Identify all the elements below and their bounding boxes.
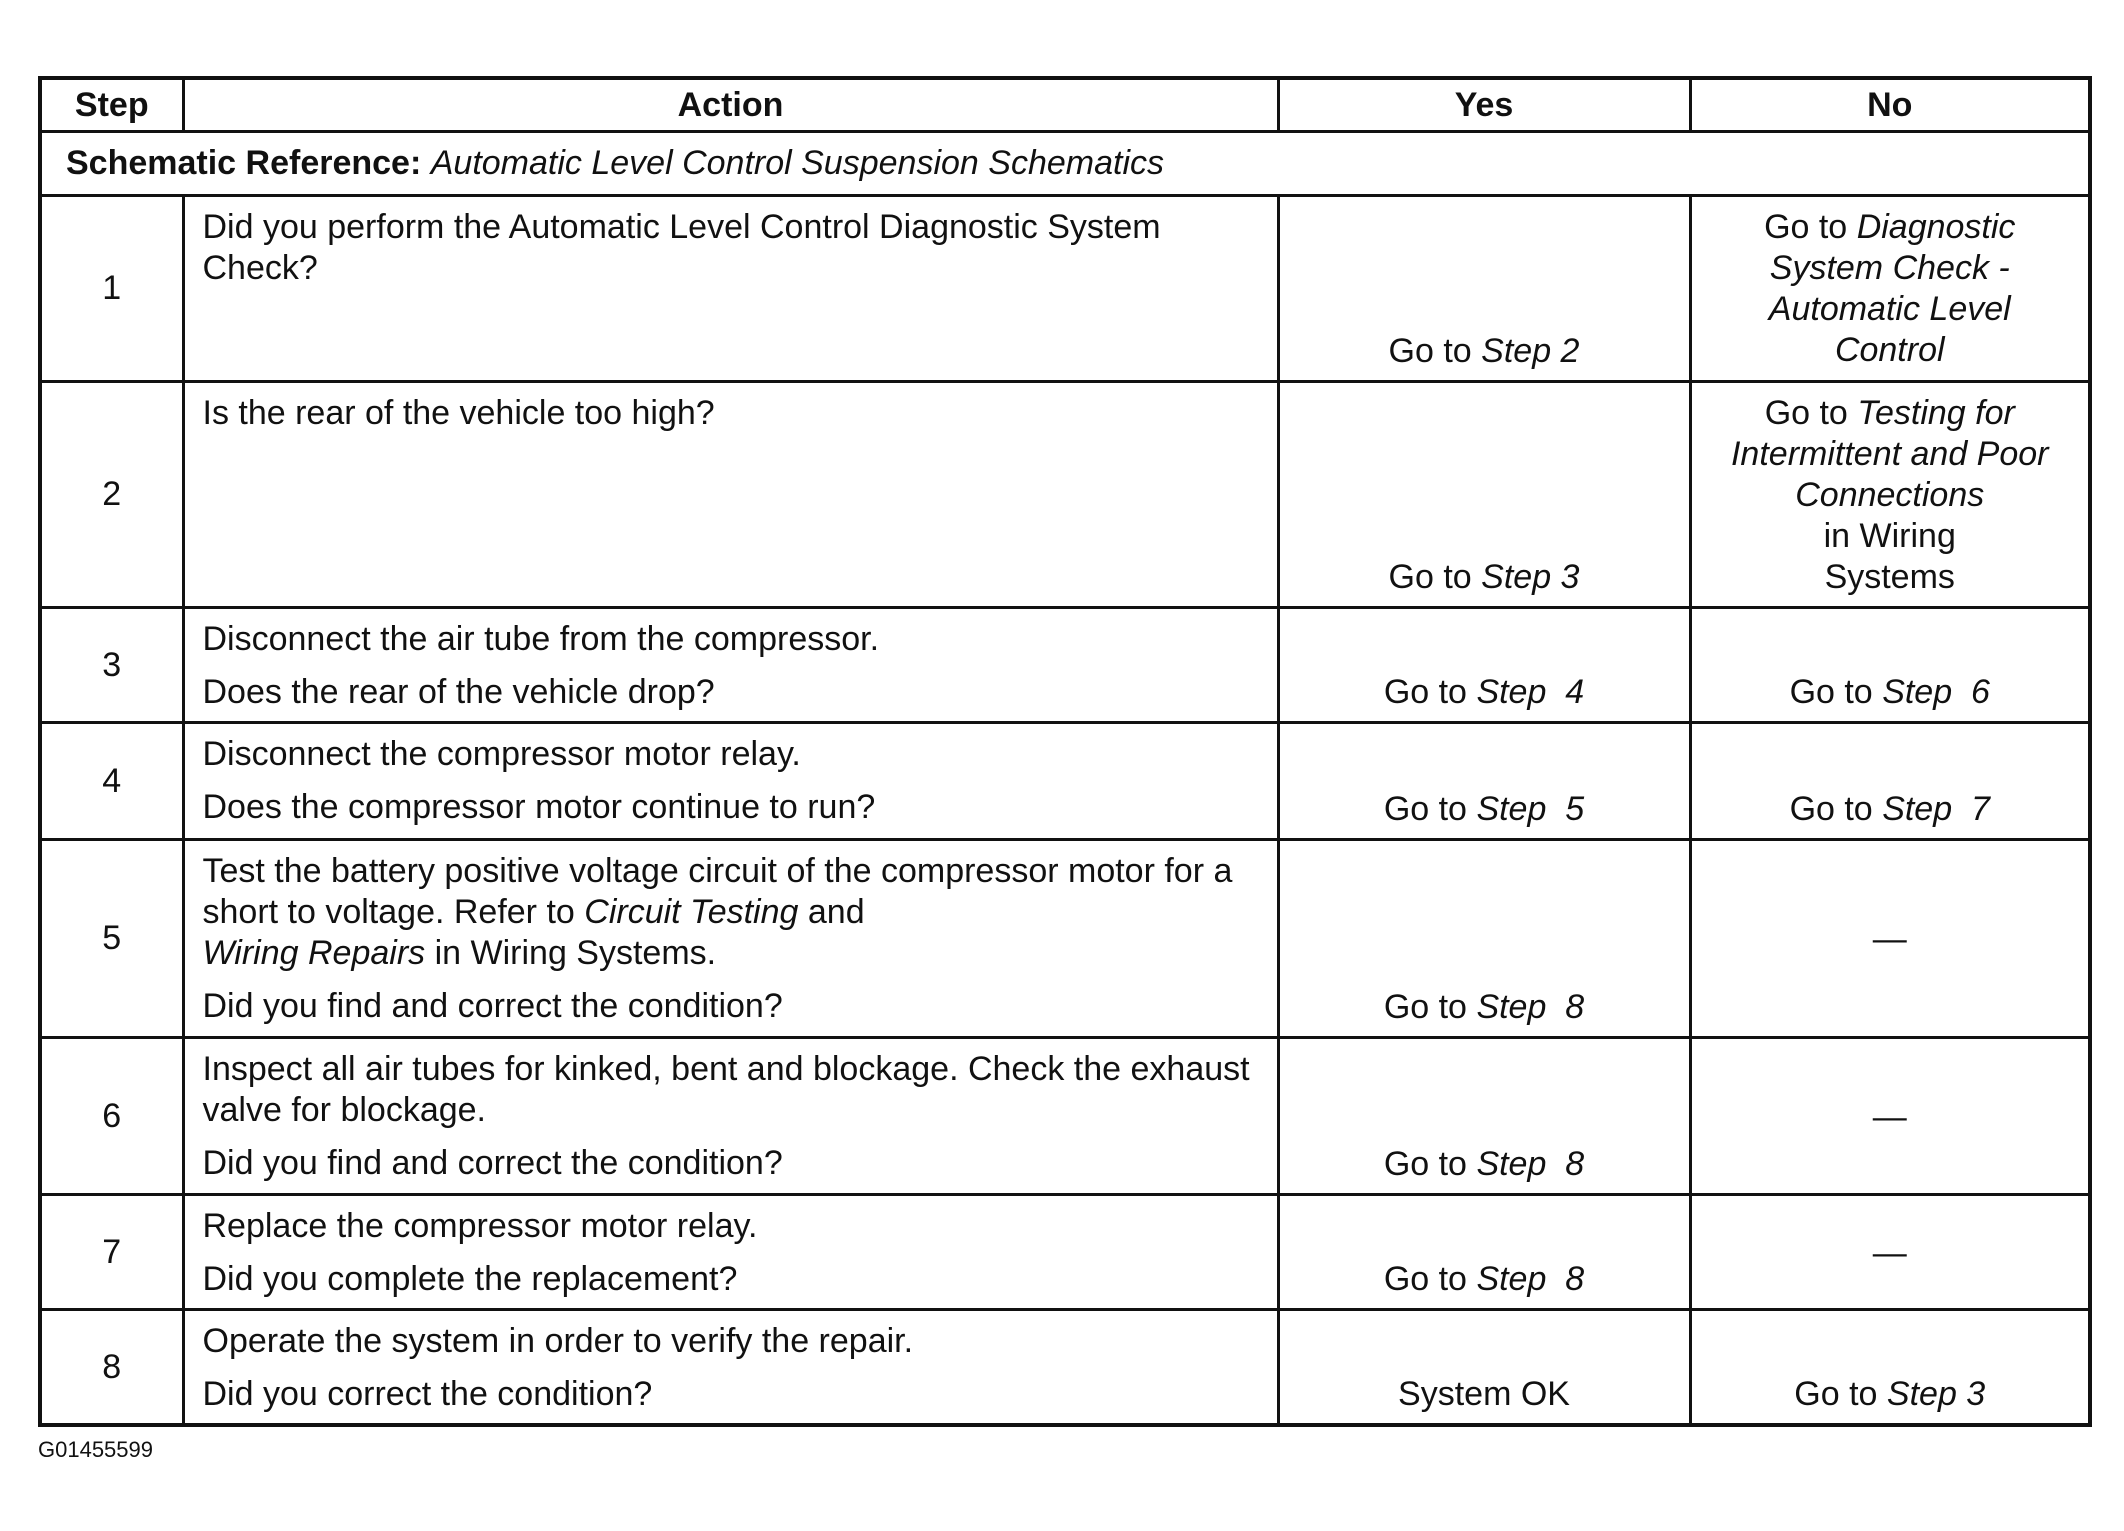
action-text: Disconnect the air tube from the compressor. (202, 620, 880, 658)
action-text-part: in Wiring Systems. (434, 934, 717, 972)
yes-cell (1278, 840, 1690, 1038)
yes-cell (1278, 382, 1690, 608)
no-cell (1690, 1310, 2090, 1426)
no-cell (1690, 1038, 2090, 1195)
step-number: 4 (40, 723, 183, 840)
wiring-repairs-link[interactable]: Wiring Repairs (202, 934, 426, 972)
go-to-label: Go to (1388, 332, 1472, 370)
table-row (40, 723, 2090, 840)
header-action: Action (183, 78, 1278, 132)
action-text (203, 851, 1257, 974)
step-number: 1 (40, 196, 183, 382)
figure-id-caption: G01455599 (38, 1437, 153, 1462)
go-to-label: Go to (1764, 394, 1848, 432)
yes-step-link[interactable]: Step 8 (1476, 1260, 1585, 1298)
header-no: No (1690, 78, 2090, 132)
action-text-part: Test the battery positive voltage circuit of the compressor motor for a short to voltage. Refer to (202, 852, 1233, 931)
no-ref-link-line[interactable]: Intermittent and Poor (1730, 435, 2049, 473)
schematic-reference-link[interactable]: Automatic Level Control Suspension Schematics (430, 144, 1164, 182)
action-cell (183, 840, 1278, 1038)
yes-cell (1278, 1038, 1690, 1195)
no-step-link[interactable]: Step 7 (1882, 790, 1990, 828)
header-row (40, 78, 2090, 132)
yes-step-link[interactable]: Step 8 (1476, 1145, 1585, 1183)
no-cell (1690, 723, 2090, 840)
no-ref-link-line[interactable]: Control (1834, 331, 1945, 369)
table-row (40, 382, 2090, 608)
action-question: Does the compressor motor continue to run? (202, 788, 876, 826)
no-cell (1690, 840, 2090, 1038)
no-ref-link-line[interactable]: Automatic Level (1768, 290, 2011, 328)
go-to-label: Go to (1764, 208, 1848, 246)
no-cell (1690, 1195, 2090, 1310)
system-ok-text: System OK (1398, 1375, 1570, 1413)
table-row (40, 1195, 2090, 1310)
no-step-link[interactable]: Step 6 (1882, 673, 1990, 711)
action-text: Is the rear of the vehicle too high? (202, 394, 715, 432)
yes-step-link[interactable]: Step 5 (1476, 790, 1585, 828)
no-step-link[interactable]: Step 3 (1886, 1375, 1986, 1413)
action-cell (183, 196, 1278, 382)
go-to-label: Go to (1388, 558, 1472, 596)
go-to-label: Go to (1383, 1260, 1467, 1298)
go-to-label: Go to (1383, 988, 1467, 1026)
action-question: Does the rear of the vehicle drop? (202, 673, 715, 711)
step-number: 7 (40, 1195, 183, 1310)
table-row (40, 1310, 2090, 1426)
yes-step-link[interactable]: Step 8 (1476, 988, 1585, 1026)
no-cell (1690, 608, 2090, 723)
action-question: Did you correct the condition? (202, 1375, 653, 1413)
go-to-label: Go to (1383, 673, 1467, 711)
yes-cell (1278, 1195, 1690, 1310)
action-question: Did you find and correct the condition? (202, 987, 783, 1025)
go-to-label: Go to (1789, 673, 1873, 711)
diagnostic-table (38, 76, 2092, 1427)
go-to-label: Go to (1794, 1375, 1878, 1413)
yes-cell (1278, 1310, 1690, 1426)
table-row (40, 608, 2090, 723)
no-ref-link-line[interactable]: Connections (1795, 476, 1985, 514)
no-ref-text-line: Systems (1824, 558, 1955, 596)
action-cell (183, 608, 1278, 723)
no-ref-link-line[interactable]: Diagnostic (1856, 208, 2016, 246)
step-number: 8 (40, 1310, 183, 1426)
no-dash: — (1872, 1233, 1907, 1272)
action-cell (183, 1038, 1278, 1195)
action-cell (183, 382, 1278, 608)
go-to-label: Go to (1383, 790, 1467, 828)
action-cell (183, 1195, 1278, 1310)
action-text: Operate the system in order to verify the repair. (202, 1322, 914, 1360)
no-ref-text-line: in Wiring (1823, 517, 1956, 555)
yes-cell (1278, 608, 1690, 723)
step-number: 6 (40, 1038, 183, 1195)
go-to-label: Go to (1383, 1145, 1467, 1183)
action-question: Did you find and correct the condition? (202, 1144, 783, 1182)
header-step: Step (40, 78, 183, 132)
no-dash: — (1872, 920, 1907, 958)
yes-step-link[interactable]: Step 2 (1481, 332, 1580, 370)
action-cell (183, 723, 1278, 840)
action-cell (183, 1310, 1278, 1426)
action-text: Disconnect the compressor motor relay. (202, 735, 801, 773)
action-text-part: and (807, 893, 865, 931)
yes-step-link[interactable]: Step 3 (1481, 558, 1580, 596)
go-to-label: Go to (1789, 790, 1873, 828)
no-cell (1690, 196, 2090, 382)
step-number: 3 (40, 608, 183, 723)
schematic-reference-row (40, 132, 2090, 196)
no-ref-link-line[interactable]: Testing for (1857, 394, 2015, 432)
table-row (40, 196, 2090, 382)
table-row (40, 1038, 2090, 1195)
no-ref-link-line[interactable]: System Check - (1769, 249, 2010, 287)
circuit-testing-link[interactable]: Circuit Testing (584, 893, 799, 931)
table-row (40, 840, 2090, 1038)
step-number: 2 (40, 382, 183, 608)
action-text: Replace the compressor motor relay. (202, 1207, 758, 1245)
step-number: 5 (40, 840, 183, 1038)
yes-cell (1278, 723, 1690, 840)
action-text: Inspect all air tubes for kinked, bent and blockage. Check the exhaust valve for blockage. (202, 1050, 1250, 1129)
no-cell (1690, 382, 2090, 608)
action-question: Did you complete the replacement? (202, 1260, 738, 1298)
no-dash: — (1872, 1097, 1907, 1136)
yes-cell (1278, 196, 1690, 382)
header-yes: Yes (1278, 78, 1690, 132)
schematic-reference (40, 132, 2090, 196)
action-text: Did you perform the Automatic Level Control Diagnostic System Check? (202, 208, 1161, 287)
schematic-reference-label: Schematic Reference: (66, 144, 422, 182)
yes-step-link[interactable]: Step 4 (1476, 673, 1585, 711)
